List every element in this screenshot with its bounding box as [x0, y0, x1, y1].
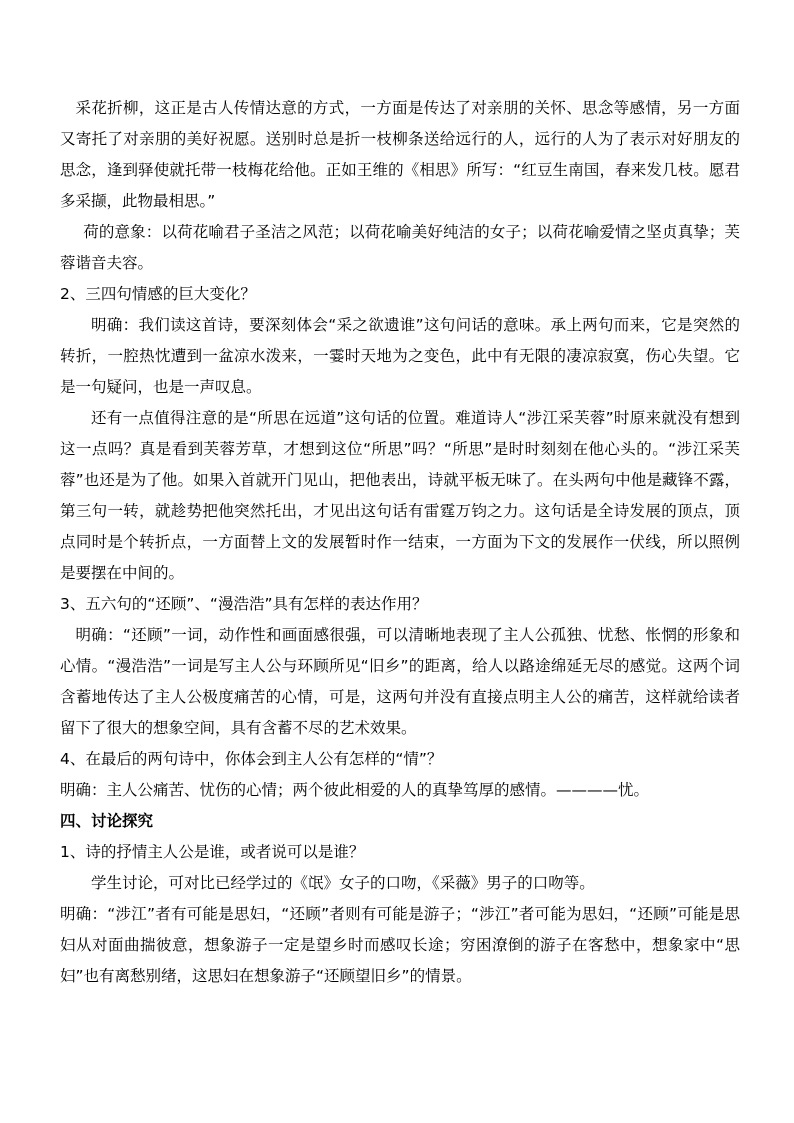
document-page: [60, 93, 740, 992]
discussion-question-1: 1、诗的抒情主人公是谁，或者说可以是谁？: [60, 843, 365, 861]
question-3: 3、五六句的“还顾”、“漫浩浩”具有怎样的表达作用？: [60, 595, 428, 613]
question-2: 2、三四句情感的巨大变化？: [60, 285, 256, 303]
discussion-note: 学生讨论，可对比已经学过的《氓》女子的口吻，《采薇》男子的口吻等。: [91, 874, 595, 892]
section-heading-discussion: 四、讨论探究: [60, 812, 154, 830]
answer-2-part-1: 明确：我们读这首诗，要深刻体会“采之欲遗谁”这句问话的意味。承上两句而来，它是突然的转折，一腔热忱遭到一盆凉水泼来，一霎时天地为之变色，此中有无限的凄凉寂寞，伤心失望。它是一句疑问，也是一声叹息。: [60, 316, 740, 396]
paragraph-he-yixiang: 荷的意象：以荷花喻君子圣洁之风范；以荷花喻美好纯洁的女子；以荷花喻爱情之坚贞真挚；芙蓉谐音夫容。: [60, 223, 740, 272]
question-4: 4、在最后的两句诗中，你体会到主人公有怎样的“情”？: [60, 750, 443, 768]
answer-2-part-2: 还有一点值得注意的是“所思在远道”这句话的位置。难道诗人“涉江采芙蓉”时原来就没有想到这一点吗？真是看到芙蓉芳草，才想到这位“所思”吗？“所思”是时时刻刻在他心头的。“涉江采芙蓉”也还是为了他。如果入首就开门见山，把他表出，诗就平板无味了。在头两句中他是藏锋不露，第三句一转，就趁势把他突然托出，才见出这句话有雷霆万钧之力。这句话是全诗发展的顶点，顶点同时是个转折点，一方面替上文的发展暂时作一结束，一方面为下文的发展作一伏线，所以照例是要摆在中间的。: [60, 409, 740, 582]
discussion-answer-1: 明确：“涉江”者有可能是思妇，“还顾”者则有可能是游子；“涉江”者可能为思妇，“还顾”可能是思妇从对面曲揣彼意，想象游子一定是望乡时而感叹长途；穷困潦倒的游子在客愁中，想象家中“思妇”也有离愁别绪，这思妇在想象游子“还顾望旧乡”的情景。: [60, 905, 740, 985]
paragraph-zhe-liu: 采花折柳，这正是古人传情达意的方式，一方面是传达了对亲朋的关怀、思念等感情，另一方面又寄托了对亲朋的美好祝愿。送别时总是折一枝柳条送给远行的人，远行的人为了表示对好朋友的思念，逢到驿使就托带一枝梅花给他。正如王维的《相思》所写：“红豆生南国，春来发几枝。愿君多采撷，此物最相思。”: [60, 99, 740, 210]
answer-4: 明确：主人公痛苦、忧伤的心情；两个彼此相爱的人的真挚笃厚的感情。————忧。: [60, 781, 650, 799]
answer-3: 明确：“还顾”一词，动作性和画面感很强，可以清晰地表现了主人公孤独、忧愁、怅惘的形象和心情。“漫浩浩”一词是写主人公与环顾所见“旧乡”的距离，给人以路途绵延无尽的感觉。这两个词含蓄地传达了主人公极度痛苦的心情，可是，这两句并没有直接点明主人公的痛苦，这样就给读者留下了很大的想象空间，具有含蓄不尽的艺术效果。: [60, 626, 740, 737]
